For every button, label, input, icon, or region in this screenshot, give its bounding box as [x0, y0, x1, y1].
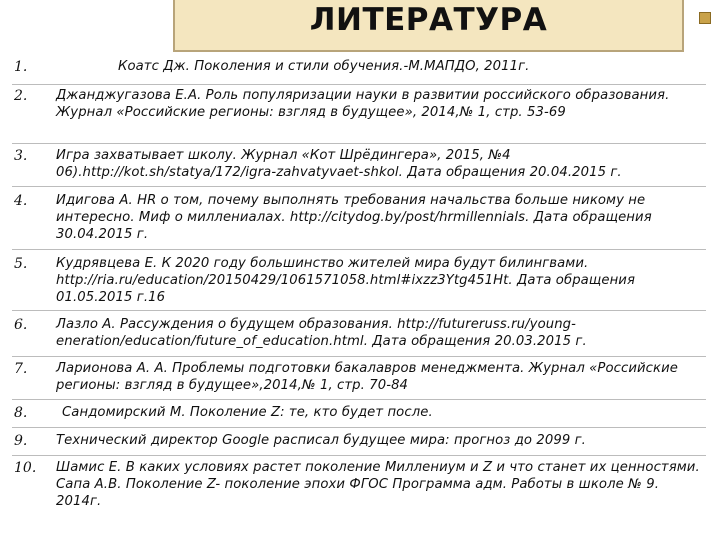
reference-number: 3.: [14, 148, 28, 164]
reference-text: Кудрявцева Е. К 2020 году большинство жителей мира будут билингвами. http://ria.ru/education/20150429/1061571058.html#ixzz3Ytg451Ht. Дата обращения 01.05.2015 г.16: [56, 256, 636, 305]
reference-text: Шамис Е. В каких условиях растет поколение Миллениум и Z и что станет их ценностями. Сапа А.В. Поколение Z- поколение эпохи ФГОС Программа адм. Работы в школе № 9. 2014г.: [56, 460, 700, 509]
reference-number: 1.: [14, 59, 28, 75]
reference-number: 6.: [14, 317, 28, 333]
row-divider: [12, 249, 706, 250]
reference-number: 8.: [14, 405, 28, 421]
reference-text: Идигова А. HR о том, почему выполнять требования начальства больше никому не интересно. Миф о миллениалах. http://citydog.by/post/hrmillennials. Дата обращения 30.04.2015 г.: [56, 193, 652, 242]
row-divider: [12, 399, 706, 400]
reference-text: Коатс Дж. Поколения и стили обучения.-М.МАПДО, 2011г.: [118, 59, 530, 74]
reference-number: 9.: [14, 433, 28, 449]
page-title: ЛИТЕРАТУРА: [309, 2, 548, 38]
reference-number: 5.: [14, 256, 28, 272]
reference-text: Лазло А. Рассуждения о будущем образования. http://futureruss.ru/young-eneration/education/future_of_education.html. Дата обращения 20.03.2015 г.: [56, 317, 587, 349]
reference-text: Сандомирский М. Поколение Z: те, кто будет после.: [62, 405, 433, 420]
reference-number: 2.: [14, 88, 28, 104]
reference-number: 4.: [14, 193, 28, 209]
row-divider: [12, 356, 706, 357]
reference-text: Ларионова А. А. Проблемы подготовки бакалавров менеджмента. Журнал «Российские регионы: взгляд в будущее»,2014,№ 1, стр. 70-84: [56, 361, 678, 393]
reference-text: Джанджугазова Е.А. Роль популяризации науки в развитии российского образования. Журнал «Российские регионы: взгляд в будущее», 2014,№ 1, стр. 53-69: [56, 88, 670, 120]
reference-text: Технический директор Google расписал будущее мира: прогноз до 2099 г.: [56, 433, 586, 448]
row-divider: [12, 143, 706, 144]
reference-text: Игра захватывает школу. Журнал «Кот Шрёдингера», 2015, №4 06).http://kot.sh/statya/172/igra-zahvatyvaet-shkol. Дата обращения 20.04.2015 г.: [56, 148, 622, 180]
row-divider: [12, 310, 706, 311]
reference-number: 7.: [14, 361, 28, 377]
row-divider: [12, 427, 706, 428]
reference-number: 10.: [14, 460, 37, 476]
row-divider: [12, 84, 706, 85]
row-divider: [12, 455, 706, 456]
row-divider: [12, 186, 706, 187]
